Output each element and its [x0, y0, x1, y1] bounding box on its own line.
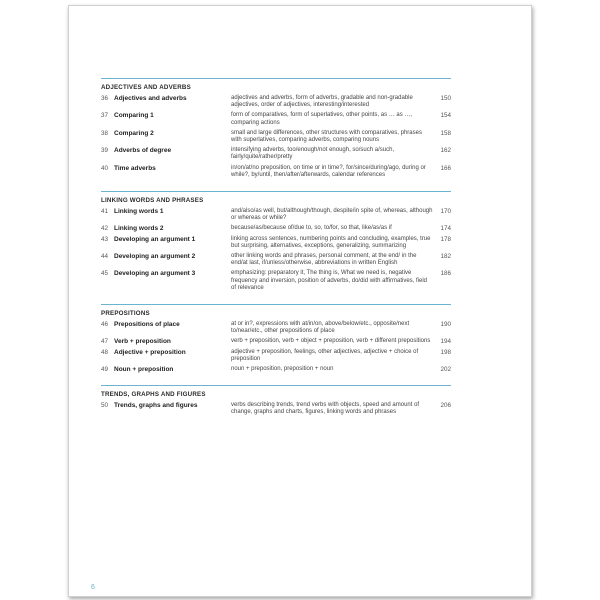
section-adjectives-adverbs: [101, 78, 451, 179]
unit-title: Adjectives and adverbs: [114, 95, 187, 102]
unit-page: 198: [440, 348, 451, 356]
toc-row: [101, 402, 451, 416]
unit-page: 174: [440, 225, 451, 233]
unit-title: Trends, graphs and figures: [114, 402, 198, 410]
unit-page: 150: [440, 95, 451, 102]
toc-row: [101, 95, 451, 109]
unit-page: 194: [440, 338, 451, 346]
unit-number: 40: [101, 164, 109, 172]
unit-page: 154: [440, 112, 451, 120]
unit-description: small and large differences, other structures with comparatives, phrases with superlatives, comparing adverbs, comparing nouns: [231, 129, 422, 144]
unit-title: Linking words 2: [114, 225, 164, 233]
unit-title: Time adverbs: [114, 164, 156, 172]
unit-title: Prepositions of place: [114, 321, 180, 329]
unit-number: 48: [101, 348, 109, 356]
section-heading: TRENDS, GRAPHS AND FIGURES: [101, 385, 451, 399]
unit-title: Noun + preposition: [114, 366, 174, 374]
unit-description: and/also/as well, but/although/though, despite/in spite of, whereas, although or whereas or while?: [231, 208, 433, 222]
toc-row: [101, 130, 451, 144]
page-number: 6: [91, 584, 95, 591]
unit-description: noun + preposition, preposition + noun: [231, 366, 334, 373]
toc-row: [101, 349, 451, 363]
unit-description: at or in?, expressions with at/in/on, above/below/etc., opposite/next to/near/etc., other prepositions of place: [231, 321, 410, 335]
section-linking-words: [101, 191, 451, 292]
unit-description: verb + preposition, verb + object + preposition, verb + different prepositions: [231, 338, 431, 345]
unit-description: other linking words and phrases, personal comment, at the end/ in the end/at last, if/unless/otherwise, abbreviations in written English: [231, 253, 417, 267]
unit-number: 41: [101, 208, 109, 216]
unit-number: 42: [101, 225, 109, 233]
section-prepositions: [101, 304, 451, 373]
unit-title: Comparing 2: [114, 129, 154, 137]
section-heading: LINKING WORDS AND PHRASES: [101, 191, 451, 205]
unit-page: 206: [440, 402, 451, 410]
unit-title: Linking words 1: [114, 208, 164, 216]
toc-row: [101, 366, 451, 373]
unit-page: 202: [440, 366, 451, 374]
unit-page: 178: [440, 235, 451, 243]
unit-title: Developing an argument 3: [114, 270, 196, 278]
toc-row: [101, 147, 451, 161]
unit-description: verbs describing trends, trend verbs with objects, speed and amount of change, graphs and charts, figures, linking words and phrases: [231, 402, 420, 416]
unit-page: 182: [440, 253, 451, 261]
unit-description: in/on/at/no preposition, on time or in time?, for/since/during/ago, during or while?, by/until, then/after/afterwards, calendar references: [231, 164, 426, 178]
toc-row: [101, 253, 451, 267]
unit-page: 166: [440, 164, 451, 172]
unit-description: linking across sentences, numbering points and concluding, examples, true but surprising, alternatives, exceptions, generalizing, summarizing: [231, 235, 431, 249]
unit-page: 162: [440, 147, 451, 155]
unit-page: 190: [440, 321, 451, 329]
unit-number: 39: [101, 147, 109, 155]
toc-row: [101, 321, 451, 335]
unit-number: 44: [101, 253, 109, 261]
document-page: [68, 5, 532, 597]
unit-title: Verb + preposition: [114, 338, 171, 346]
section-heading: ADJECTIVES AND ADVERBS: [101, 78, 451, 92]
unit-title: Adjective + preposition: [114, 348, 186, 356]
unit-number: 38: [101, 129, 109, 137]
unit-description: because/as/because of/due to, so, to/for, so that, like/as/as if: [231, 225, 392, 232]
toc-row: [101, 112, 451, 126]
toc-row: [101, 236, 451, 250]
unit-description: adjectives and adverbs, form of adverbs, gradable and non-gradable adjectives, order of adjectives, interesting/interested: [231, 95, 413, 109]
unit-number: 43: [101, 235, 109, 243]
unit-page: 158: [440, 129, 451, 137]
toc-row: [101, 165, 451, 179]
unit-title: Developing an argument 1: [114, 235, 196, 243]
table-of-contents: [101, 78, 451, 429]
unit-number: 36: [101, 95, 109, 102]
unit-title: Adverbs of degree: [114, 147, 172, 155]
unit-page: 186: [440, 270, 451, 278]
unit-number: 49: [101, 366, 109, 374]
toc-row: [101, 270, 451, 292]
unit-description: intensifying adverbs, too/enough/not enough, so/such a/such, fairly/quite/rather/pretty: [231, 147, 395, 161]
unit-number: 45: [101, 270, 109, 278]
section-heading: PREPOSITIONS: [101, 304, 451, 318]
unit-number: 46: [101, 321, 109, 329]
toc-row: [101, 338, 451, 345]
unit-description: form of comparatives, form of superlatives, other points, as … as …, comparing actions: [231, 112, 413, 126]
unit-description: emphasizing: preparatory it, The thing is, What we need is, negative frequency and inversion, position of adverbs, do/did with affirmatives, field of relevance: [231, 270, 427, 291]
unit-description: adjective + preposition, feelings, other adjectives, adjective + choice of preposition: [231, 348, 419, 362]
unit-number: 50: [101, 402, 109, 410]
unit-page: 170: [440, 208, 451, 216]
unit-title: Comparing 1: [114, 112, 154, 120]
unit-number: 37: [101, 112, 109, 120]
toc-row: [101, 225, 451, 232]
unit-title: Developing an argument 2: [114, 253, 196, 261]
section-trends-graphs: [101, 385, 451, 416]
toc-row: [101, 208, 451, 222]
unit-number: 47: [101, 338, 109, 346]
